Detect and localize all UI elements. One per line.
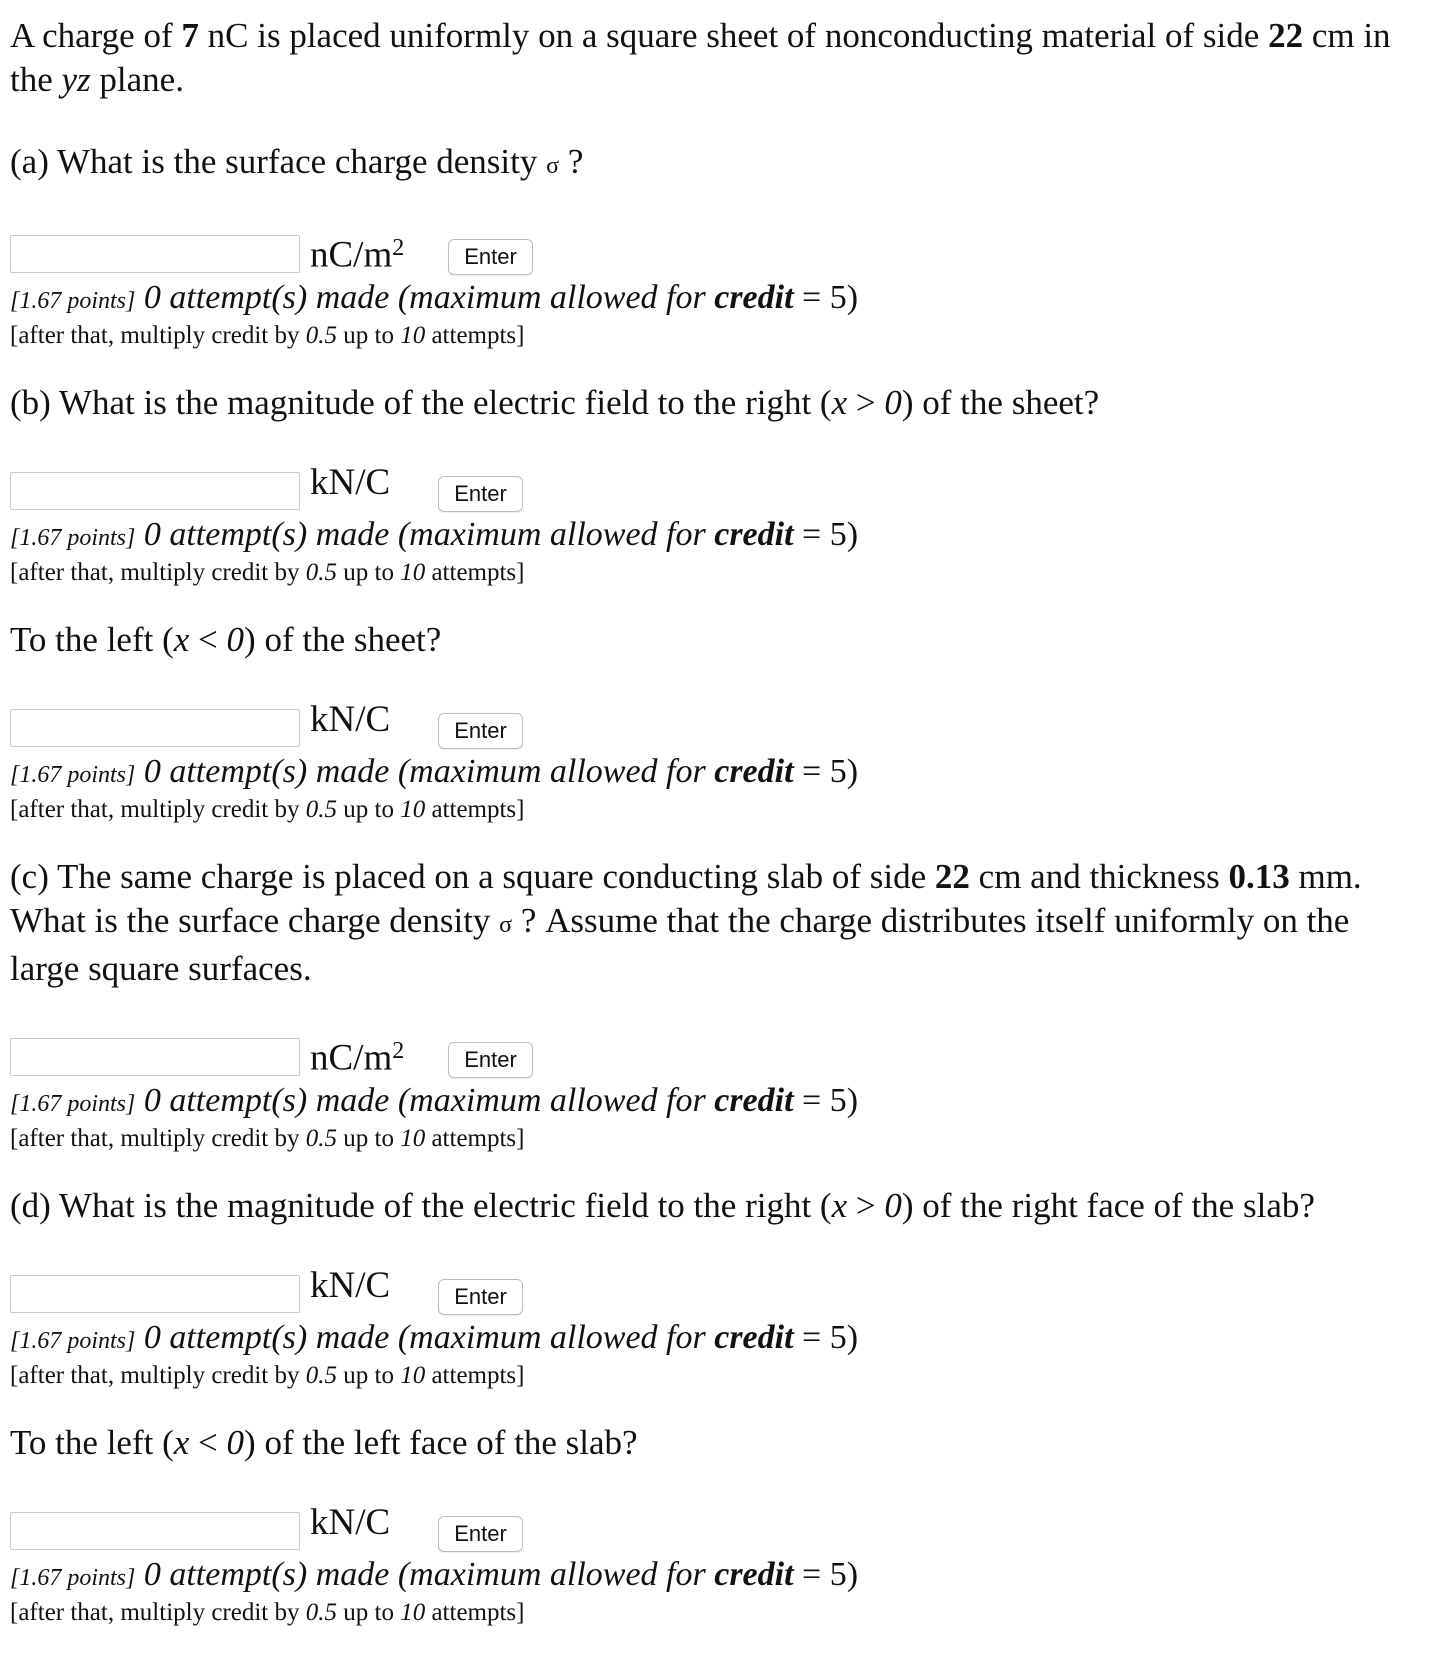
attempt-status-b-left: [1.67 points] 0 attempt(s) made (maximum allowed for credit = 5) bbox=[10, 753, 859, 790]
unit-label-a: $nC/m^2$ bbox=[310, 234, 405, 276]
answer-block-c bbox=[10, 1029, 1420, 1154]
unit-label-b-left: kN/C bbox=[310, 699, 391, 740]
enter-button-b[interactable]: Enter bbox=[438, 476, 523, 512]
answer-input-d[interactable] bbox=[10, 1275, 300, 1313]
attempt-status-a: [1.67 points] 0 attempt(s) made (maximum allowed for credit = 5) bbox=[10, 279, 859, 316]
question-c bbox=[10, 855, 1420, 1154]
answer-block-b-left bbox=[10, 700, 1420, 825]
attempt-status-d: [1.67 points] 0 attempt(s) made (maximum allowed for credit = 5) bbox=[10, 1319, 859, 1356]
answer-input-c[interactable] bbox=[10, 1038, 300, 1076]
enter-button-b-left[interactable]: Enter bbox=[438, 713, 523, 749]
attempt-status-b: [1.67 points] 0 attempt(s) made (maximum allowed for credit = 5) bbox=[10, 516, 859, 553]
question-b-text: (b) What is the magnitude of the electric field to the right (x > 0) of the sheet? bbox=[10, 383, 1100, 422]
answer-input-a[interactable] bbox=[10, 235, 300, 273]
attempt-status-d-left: [1.67 points] 0 attempt(s) made (maximum allowed for credit = 5) bbox=[10, 1556, 859, 1593]
penalty-note-c: [after that, multiply credit by 0.5 up to 10 attempts] bbox=[10, 1125, 525, 1152]
answer-block-a bbox=[10, 226, 1420, 351]
penalty-note-a: [after that, multiply credit by 0.5 up to 10 attempts] bbox=[10, 322, 525, 349]
problem-page bbox=[10, 14, 1420, 1628]
enter-button-d[interactable]: Enter bbox=[438, 1279, 523, 1315]
enter-button-a[interactable]: Enter bbox=[448, 239, 533, 275]
question-d-left bbox=[10, 1421, 1420, 1628]
attempt-status-c: [1.67 points] 0 attempt(s) made (maximum allowed for credit = 5) bbox=[10, 1082, 859, 1119]
question-b-left bbox=[10, 618, 1420, 825]
question-d bbox=[10, 1184, 1420, 1391]
question-c-text: (c) The same charge is placed on a square conducting slab of side 22 cm and thickness 0.13 mm. What is the surface charge density σ ? Assume that the charge distributes itself uniformly on the large square surfaces. bbox=[10, 857, 1362, 988]
question-a-text: (a) What is the surface charge density σ ? bbox=[10, 142, 584, 181]
question-a bbox=[10, 140, 1420, 351]
answer-input-d-left[interactable] bbox=[10, 1512, 300, 1550]
penalty-note-d-left: [after that, multiply credit by 0.5 up to 10 attempts] bbox=[10, 1599, 525, 1626]
answer-block-d-left bbox=[10, 1503, 1420, 1628]
answer-input-b-left[interactable] bbox=[10, 709, 300, 747]
problem-intro: A charge of 7 nC is placed uniformly on a square sheet of nonconducting material of side 22 cm in the yz plane. bbox=[10, 16, 1391, 99]
question-d-text: (d) What is the magnitude of the electric field to the right (x > 0) of the right face of the slab? bbox=[10, 1186, 1315, 1225]
question-d-left-text: To the left (x < 0) of the left face of the slab? bbox=[10, 1423, 638, 1462]
unit-label-c: $nC/m^2$ bbox=[310, 1037, 405, 1079]
penalty-note-b-left: [after that, multiply credit by 0.5 up to 10 attempts] bbox=[10, 796, 525, 823]
charge-value: 7 bbox=[181, 16, 199, 55]
side-value: 22 bbox=[1268, 16, 1304, 55]
penalty-note-d: [after that, multiply credit by 0.5 up to 10 attempts] bbox=[10, 1362, 525, 1389]
answer-block-b bbox=[10, 463, 1420, 588]
enter-button-d-left[interactable]: Enter bbox=[438, 1516, 523, 1552]
unit-label-d-left: kN/C bbox=[310, 1502, 391, 1543]
unit-label-b: kN/C bbox=[310, 462, 391, 503]
unit-label-d: kN/C bbox=[310, 1265, 391, 1306]
question-b-left-text: To the left (x < 0) of the sheet? bbox=[10, 620, 442, 659]
penalty-note-b: [after that, multiply credit by 0.5 up to 10 attempts] bbox=[10, 559, 525, 586]
answer-input-b[interactable] bbox=[10, 472, 300, 510]
answer-block-d bbox=[10, 1266, 1420, 1391]
question-b bbox=[10, 381, 1420, 588]
enter-button-c[interactable]: Enter bbox=[448, 1042, 533, 1078]
